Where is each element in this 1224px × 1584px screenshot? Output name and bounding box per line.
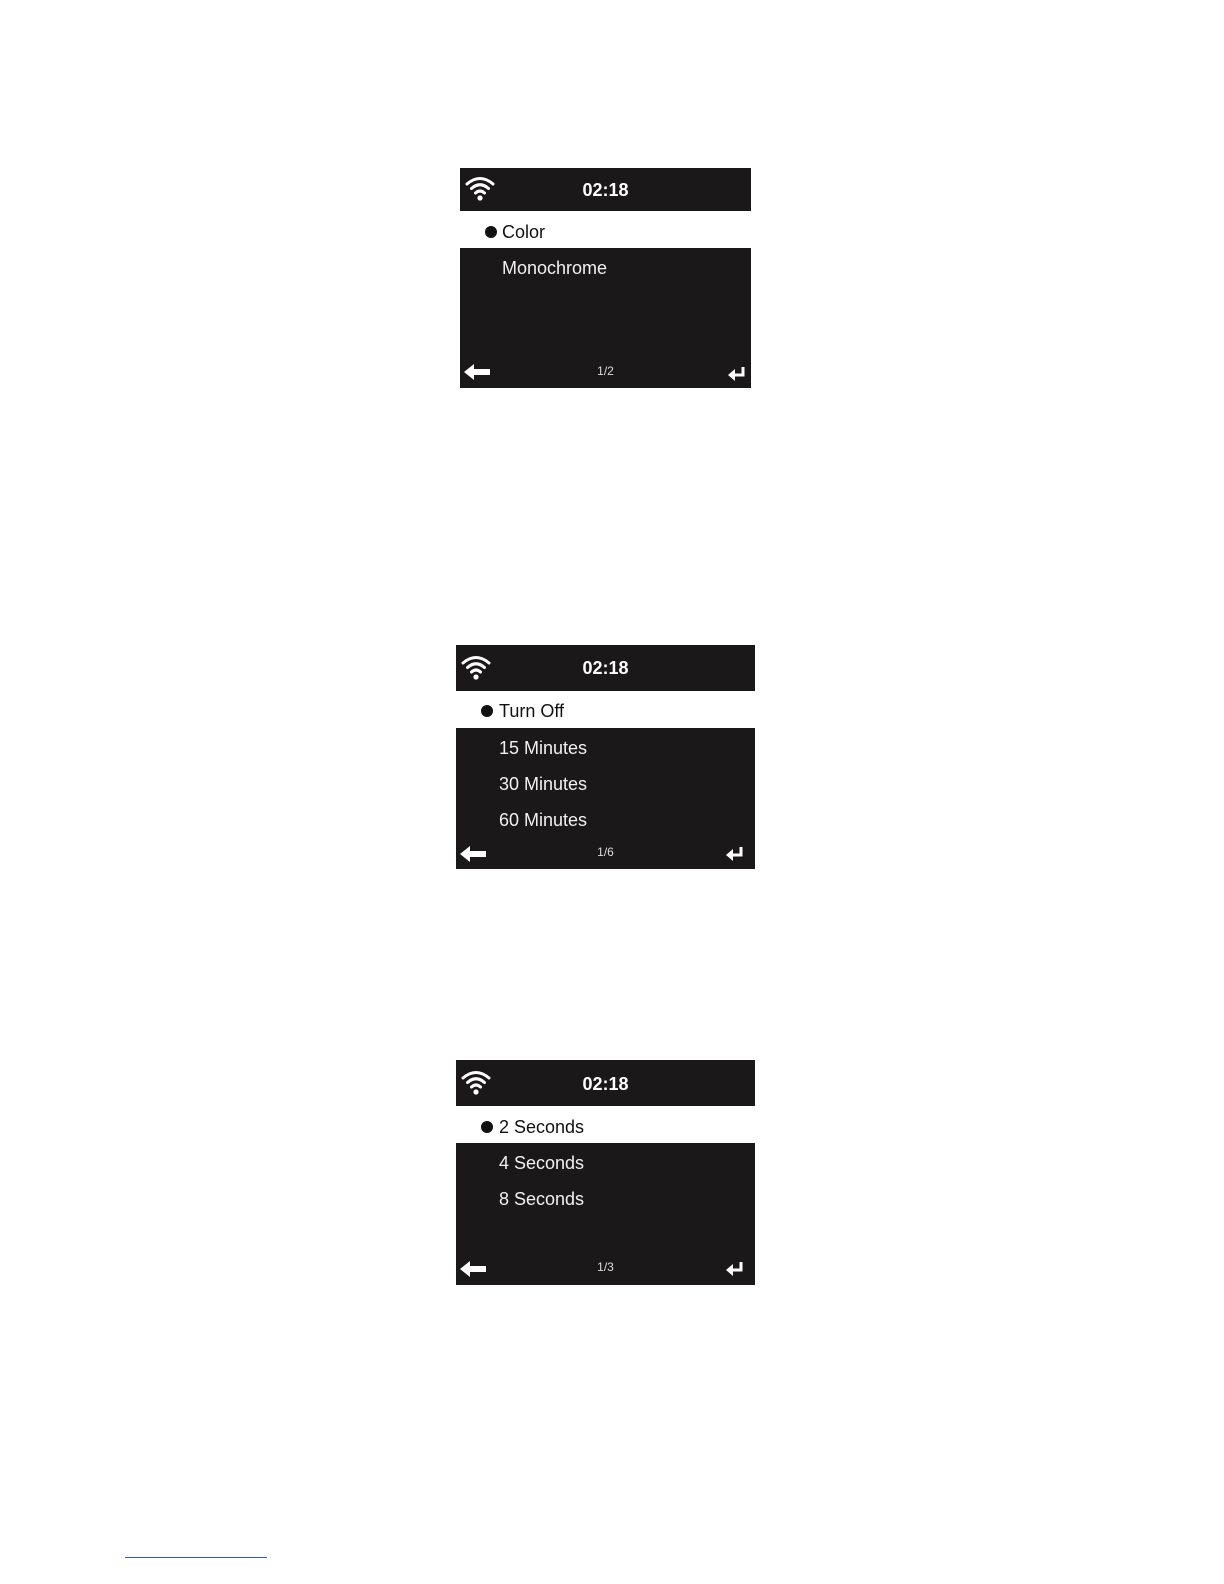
page-indicator: 1/2 bbox=[597, 364, 614, 378]
menu-list bbox=[456, 728, 755, 869]
menu-item[interactable]: 60 Minutes bbox=[499, 810, 588, 830]
page-indicator: 1/3 bbox=[597, 1260, 614, 1274]
enter-icon[interactable] bbox=[726, 846, 744, 862]
menu-item[interactable]: 8 Seconds bbox=[499, 1189, 585, 1209]
page-indicator: 1/6 bbox=[597, 845, 614, 859]
menu-item-selected[interactable] bbox=[456, 1106, 755, 1143]
menu-item-selected[interactable] bbox=[456, 691, 755, 728]
clock: 02:18 bbox=[582, 658, 629, 678]
selected-bullet-icon bbox=[485, 226, 497, 238]
screen-seconds bbox=[456, 1060, 755, 1285]
footnote-rule bbox=[125, 1557, 267, 1558]
menu-item[interactable]: 30 Minutes bbox=[499, 774, 588, 794]
menu-item[interactable]: Monochrome bbox=[502, 258, 608, 278]
selected-bullet-icon bbox=[481, 705, 493, 717]
clock: 02:18 bbox=[582, 1074, 629, 1094]
screen-color-mode bbox=[460, 168, 751, 388]
enter-icon[interactable] bbox=[728, 366, 746, 382]
menu-item[interactable]: 15 Minutes bbox=[499, 738, 588, 758]
selected-bullet-icon bbox=[481, 1121, 493, 1133]
menu-item-label: Color bbox=[502, 222, 546, 242]
status-bar bbox=[456, 1060, 755, 1106]
clock: 02:18 bbox=[582, 180, 629, 200]
menu-item-selected[interactable] bbox=[460, 211, 751, 248]
status-bar bbox=[460, 168, 751, 211]
menu-list bbox=[456, 1143, 755, 1285]
screen-sleep-timer bbox=[456, 645, 755, 869]
menu-item[interactable]: 4 Seconds bbox=[499, 1153, 585, 1173]
enter-icon[interactable] bbox=[726, 1261, 744, 1277]
menu-item-label: 2 Seconds bbox=[499, 1117, 585, 1137]
menu-list bbox=[460, 248, 751, 388]
menu-item-label: Turn Off bbox=[499, 701, 565, 721]
status-bar bbox=[456, 645, 755, 691]
